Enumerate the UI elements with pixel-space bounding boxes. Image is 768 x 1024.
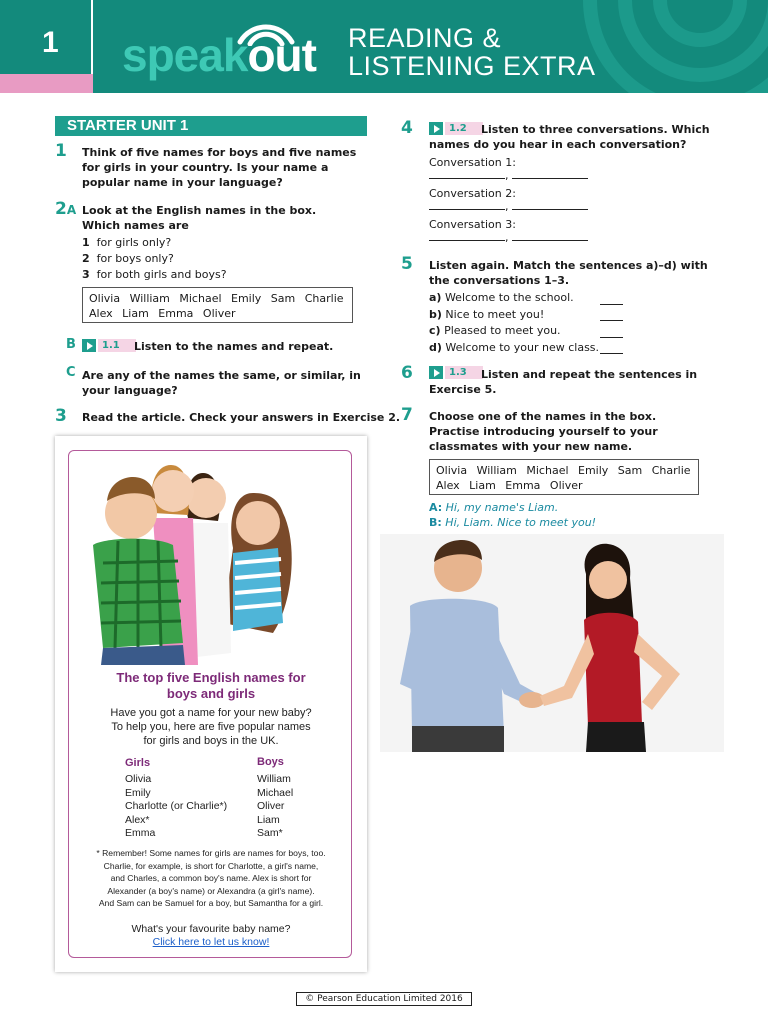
track-number: 1.2 xyxy=(445,122,483,135)
exercise-6-text-line2: Exercise 5. xyxy=(429,383,497,396)
list-item: 2 for boys only? xyxy=(82,252,174,265)
exercise-number: 5 xyxy=(401,254,413,274)
list-item: Oliver xyxy=(257,800,285,812)
page-header xyxy=(0,0,768,93)
exercise-2b-text: Listen to the names and repeat. xyxy=(134,340,334,353)
copyright-footer: © Pearson Education Limited 2016 xyxy=(296,992,472,1006)
exercise-number: 4 xyxy=(401,118,413,138)
list-item: 3 for both girls and boys? xyxy=(82,268,227,281)
exercise-letter: C xyxy=(66,365,76,380)
audio-track-button[interactable] xyxy=(429,121,483,135)
speakout-logo: speakout xyxy=(122,29,316,81)
exercise-7-text: Choose one of the names in the box. Practise introducing yourself to your classmates with your new name. xyxy=(429,410,658,453)
feedback-link[interactable]: Click here to let us know! xyxy=(152,936,270,948)
page-number: 1 xyxy=(42,26,59,59)
article-note: * Remember! Some names for girls are names for boys, too. Charlie, for example, is short for Charlotte, a girl's name, and Charles, a common boy's name. Alex is short for Alexander (a boy's name) or Alexandra (a girl's name). And Sam can be Samuel for a boy, but Samantha for a girl. xyxy=(96,848,326,908)
exercise-1-text: Think of five names for boys and five names for girls in your country. Is your name a popular name in your language? xyxy=(82,146,357,189)
list-item: Sam* xyxy=(257,827,283,839)
sentence-list xyxy=(429,290,599,356)
pink-strip xyxy=(0,74,93,93)
handshake-photo xyxy=(380,534,724,752)
list-item: Liam xyxy=(257,813,280,826)
list-item: Michael xyxy=(257,786,294,799)
exercise-number: 6 xyxy=(401,363,413,383)
exercise-3-text: Read the article. Check your answers in Exercise 2. xyxy=(82,411,401,424)
exercise-5-text: Listen again. Match the sentences a)–d) with the conversations 1–3. xyxy=(429,259,708,287)
girls-list xyxy=(125,773,227,841)
answer-blank xyxy=(600,353,623,354)
answer-blanks: , xyxy=(429,168,588,183)
list-item: Charlotte (or Charlie*) xyxy=(125,800,228,812)
dialog-line: A: Hi, my name's Liam. xyxy=(429,501,559,514)
exercise-4-text-line1: Listen to three conversations. Which xyxy=(481,123,710,136)
conversation-label: Conversation 3: xyxy=(429,218,516,231)
children-photo xyxy=(93,453,313,665)
exercise-6-text-line1: Listen and repeat the sentences in xyxy=(481,368,698,381)
exercise-2a-text: Look at the English names in the box. Which names are xyxy=(82,204,317,232)
track-number: 1.3 xyxy=(445,366,483,379)
answer-blanks: , xyxy=(429,199,588,214)
answer-blank xyxy=(600,337,623,338)
play-icon xyxy=(82,339,96,352)
answer-blank xyxy=(600,304,623,305)
dialog-line: B: Hi, Liam. Nice to meet you! xyxy=(429,516,597,529)
article-card xyxy=(55,436,367,972)
exercise-letter: B xyxy=(66,337,76,352)
answer-blank xyxy=(600,320,623,321)
conversation-label: Conversation 2: xyxy=(429,187,516,200)
option-list xyxy=(82,235,227,282)
exercise-number: 7 xyxy=(401,405,413,425)
play-icon xyxy=(429,366,443,379)
audio-track-button[interactable] xyxy=(429,365,483,379)
list-item: Emma xyxy=(125,827,156,839)
list-item: Olivia xyxy=(125,773,152,785)
boys-heading: Boys xyxy=(257,756,284,768)
list-item: Alex* xyxy=(125,813,150,826)
header-title: READING & LISTENING EXTRA xyxy=(348,23,596,81)
article-panel xyxy=(68,450,352,958)
girls-heading: Girls xyxy=(125,757,151,769)
track-number: 1.1 xyxy=(98,339,136,352)
list-item: Emily xyxy=(125,786,151,799)
answer-blanks: , xyxy=(429,230,588,245)
article-intro: Have you got a name for your new baby? To help you, here are five popular names for girls and boys in the UK. xyxy=(110,707,312,747)
article-title: The top five English names for boys and girls xyxy=(116,670,306,701)
exercise-number: 3 xyxy=(55,406,67,426)
dialog xyxy=(429,500,596,530)
exercise-number: 1 xyxy=(55,141,67,161)
list-item: c) Pleased to meet you. xyxy=(429,324,561,337)
unit-title: STARTER UNIT 1 xyxy=(55,116,367,136)
name-box: Olivia William Michael Emily Sam Charlie Alex Liam Emma Oliver xyxy=(82,287,353,323)
list-item: 1 for girls only? xyxy=(82,236,172,249)
list-item: William xyxy=(257,773,291,785)
audio-track-button[interactable] xyxy=(82,338,136,352)
play-icon xyxy=(429,122,443,135)
list-item: a) Welcome to the school. xyxy=(429,291,574,304)
article-question: What's your favourite baby name? Click here to let us know! xyxy=(69,923,353,949)
exercise-4-text-line2: names do you hear in each conversation? xyxy=(429,138,687,151)
list-item: b) Nice to meet you! xyxy=(429,307,545,321)
name-box: Olivia William Michael Emily Sam Charlie Alex Liam Emma Oliver xyxy=(429,459,699,495)
conversation-label: Conversation 1: xyxy=(429,156,516,169)
exercise-number: 2A xyxy=(55,199,77,219)
boys-list xyxy=(257,773,293,841)
exercise-2c-text: Are any of the names the same, or similar, in your language? xyxy=(82,369,361,397)
list-item: d) Welcome to your new class. xyxy=(429,340,600,354)
